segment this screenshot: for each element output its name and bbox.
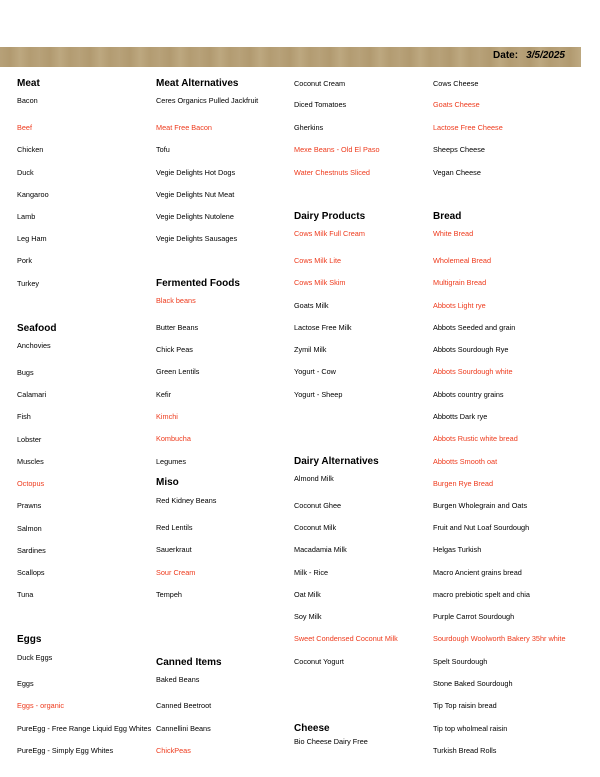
section-heading: Meat	[17, 78, 40, 89]
list-item: Turkey	[17, 279, 40, 288]
list-item: PureEgg - Simply Egg Whites	[17, 746, 114, 755]
list-item: Tofu	[156, 145, 170, 154]
section-heading: Fermented Foods	[156, 278, 240, 289]
list-item: Canned Beetroot	[156, 701, 212, 710]
list-item: Turkish Bread Rolls	[433, 746, 497, 755]
list-item: Oat Milk	[294, 590, 321, 599]
list-item: Baked Beans	[156, 675, 200, 684]
list-item: Kefir	[156, 390, 172, 399]
list-item: PureEgg - Free Range Liquid Egg Whites	[17, 724, 152, 733]
highlighted-list-item: Beef	[17, 123, 33, 132]
section-heading: Canned Items	[156, 657, 222, 668]
highlighted-list-item: Wholemeal Bread	[433, 256, 491, 265]
list-item: Tip Top raisin bread	[433, 701, 497, 710]
list-item: macro prebiotic spelt and chia	[433, 590, 530, 599]
list-item: Gherkins	[294, 123, 324, 132]
highlighted-list-item: Black beans	[156, 296, 196, 305]
list-item: Pork	[17, 256, 33, 265]
list-item: Zymil Milk	[294, 345, 327, 354]
section-heading: Dairy Products	[294, 211, 366, 222]
list-item: Scallops	[17, 568, 45, 577]
list-item: Yogurt - Sheep	[294, 390, 343, 399]
highlighted-list-item: Abbots Sourdough white	[433, 367, 513, 376]
list-item: Prawns	[17, 501, 42, 510]
highlighted-list-item: Mexe Beans - Old El Paso	[294, 145, 380, 154]
list-item: Yogurt - Cow	[294, 367, 336, 376]
list-item: Eggs	[17, 679, 34, 688]
highlighted-list-item: Cows Milk Lite	[294, 256, 342, 265]
list-item: Diced Tomatoes	[294, 100, 347, 109]
date-value: 3/5/2025	[526, 50, 565, 61]
list-item: Salmon	[17, 524, 42, 533]
section-heading: Bread	[433, 211, 462, 222]
list-item: Bugs	[17, 368, 34, 377]
section-heading: Eggs	[17, 634, 42, 645]
highlighted-list-item: Abbots Rustic white bread	[433, 434, 518, 443]
highlighted-list-item: Kimchi	[156, 412, 178, 421]
highlighted-list-item: Multigrain Bread	[433, 278, 487, 287]
list-item: Abbots Sourdough Rye	[433, 345, 509, 354]
list-item: Bacon	[17, 96, 38, 105]
highlighted-list-item: Eggs - organic	[17, 701, 65, 710]
list-item: Spelt Sourdough	[433, 657, 488, 666]
highlighted-list-item: Sour Cream	[156, 568, 196, 577]
list-item: Chick Peas	[156, 345, 193, 354]
highlighted-list-item: Meat Free Bacon	[156, 123, 212, 132]
section-heading: Miso	[156, 477, 179, 488]
list-item: Burgen Wholegrain and Oats	[433, 501, 528, 510]
list-item: Soy Milk	[294, 612, 322, 621]
list-item: Sheeps Cheese	[433, 145, 485, 154]
highlighted-list-item: Lactose Free Cheese	[433, 123, 503, 132]
list-item: Ceres Organics Pulled Jackfruit	[156, 96, 259, 105]
list-item: Stone Baked Sourdough	[433, 679, 513, 688]
list-item: Calamari	[17, 390, 47, 399]
list-item: Anchovies	[17, 341, 51, 350]
section-heading: Cheese	[294, 723, 330, 734]
list-item: Muscles	[17, 457, 44, 466]
list-item: Almond Milk	[294, 474, 334, 483]
highlighted-list-item: Water Chestnuts Sliced	[294, 168, 370, 177]
list-item: Vegie Delights Nutolene	[156, 212, 234, 221]
highlighted-list-item: Abbotts Smooth oat	[433, 457, 498, 466]
list-item: Coconut Milk	[294, 523, 337, 532]
list-item: Coconut Yogurt	[294, 657, 344, 666]
list-item: Bio Cheese Dairy Free	[294, 737, 368, 746]
list-item: Macadamia Milk	[294, 545, 347, 554]
highlighted-list-item: Goats Cheese	[433, 100, 480, 109]
list-item: Vegie Delights Nut Meat	[156, 190, 235, 199]
list-item: Fruit and Nut Loaf Sourdough	[433, 523, 530, 532]
list-item: Duck	[17, 168, 34, 177]
list-item: Abbots country grains	[433, 390, 504, 399]
list-item: Legumes	[156, 457, 187, 466]
list-item: Vegie Delights Sausages	[156, 234, 238, 243]
highlighted-list-item: Kombucha	[156, 434, 191, 443]
list-item: Sauerkraut	[156, 545, 192, 554]
highlighted-list-item: ChickPeas	[156, 746, 191, 755]
list-item: Duck Eggs	[17, 653, 53, 662]
highlighted-list-item: Abbots Light rye	[433, 301, 486, 310]
list-item: Fish	[17, 412, 31, 421]
section-heading: Seafood	[17, 323, 57, 334]
list-item: Green Lentils	[156, 367, 200, 376]
list-item: Butter Beans	[156, 323, 199, 332]
list-item: Tempeh	[156, 590, 182, 599]
list-item: Goats Milk	[294, 301, 329, 310]
list-item: Tip top wholmeal raisin	[433, 724, 508, 733]
list-item: Macro Ancient grains bread	[433, 568, 522, 577]
list-item: Tuna	[17, 590, 34, 599]
list-item: Vegie Delights Hot Dogs	[156, 168, 236, 177]
list-item: Lamb	[17, 212, 36, 221]
highlighted-list-item: Cows Milk Skim	[294, 278, 346, 287]
list-item: Leg Ham	[17, 234, 47, 243]
highlighted-list-item: Cows Milk Full Cream	[294, 229, 365, 238]
date-label: Date:	[493, 50, 519, 61]
list-item: Cows Cheese	[433, 79, 479, 88]
list-item: Cannellini Beans	[156, 724, 211, 733]
list-item: Vegan Cheese	[433, 168, 481, 177]
list-item: Helgas Turkish	[433, 545, 482, 554]
highlighted-list-item: Burgen Rye Bread	[433, 479, 494, 488]
header-bar	[0, 47, 581, 67]
list-item: Abbotts Dark rye	[433, 412, 488, 421]
list-item: Red Kidney Beans	[156, 496, 217, 505]
list-item: Lobster	[17, 435, 42, 444]
highlighted-list-item: Sweet Condensed Coconut Milk	[294, 634, 398, 643]
highlighted-list-item: Sourdough Woolworth Bakery 35hr white	[433, 634, 566, 643]
list-item: Sardines	[17, 546, 46, 555]
list-item: Coconut Cream	[294, 79, 346, 88]
highlighted-list-item: White Bread	[433, 229, 474, 238]
date-display	[493, 50, 565, 61]
list-item: Milk - Rice	[294, 568, 329, 577]
section-heading: Dairy Alternatives	[294, 456, 379, 467]
list-item: Coconut Ghee	[294, 501, 342, 510]
list-item: Abbots Seeded and grain	[433, 323, 516, 332]
list-item: Red Lentils	[156, 523, 193, 532]
list-item: Kangaroo	[17, 190, 49, 199]
highlighted-list-item: Octopus	[17, 479, 45, 488]
list-item: Purple Carrot Sourdough	[433, 612, 515, 621]
section-heading: Meat Alternatives	[156, 78, 239, 89]
list-item: Lactose Free Milk	[294, 323, 352, 332]
list-item: Chicken	[17, 145, 44, 154]
